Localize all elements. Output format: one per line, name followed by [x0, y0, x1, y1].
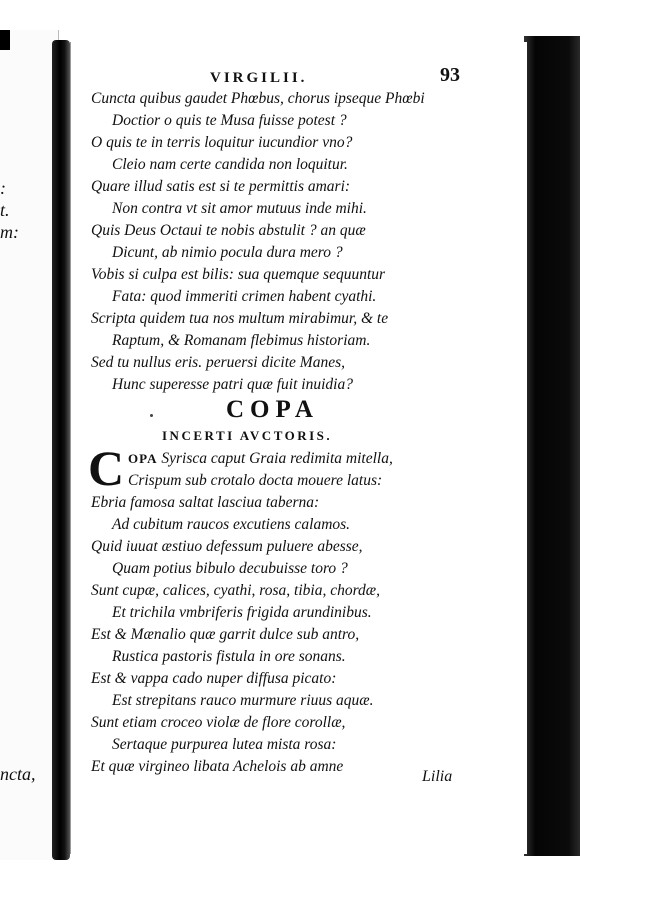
- verse-line: Sertaque purpurea lutea mista rosa:: [112, 736, 337, 753]
- verse-line: Sunt etiam croceo violæ de flore corollæ,: [91, 714, 346, 731]
- verse-line: Doctior o quis te Musa fuisse potest ?: [112, 112, 347, 129]
- verse-line: Cleio nam certe candida non loquitur.: [112, 156, 348, 173]
- verse-line: Est strepitans rauco murmure riuus aquæ.: [112, 692, 374, 709]
- left-page-fragment: m:: [0, 222, 19, 242]
- verse-line: Et trichila vmbriferis frigida arundinibus.: [112, 604, 372, 621]
- verse-line: Sed tu nullus eris. peruersi dicite Manes,: [91, 354, 345, 371]
- left-page-fragment: t.: [0, 200, 10, 220]
- verse-line: Rustica pastoris fistula in ore sonans.: [112, 648, 346, 665]
- page-number: 93: [440, 64, 460, 86]
- verse-line: Quid iuuat æstiuo defessum puluere abesse,: [91, 538, 363, 555]
- first-line-smallcaps: OPA: [128, 451, 158, 466]
- verse-line: Et quæ virgineo libata Achelois ab amne: [91, 758, 344, 775]
- left-page-fragment: :: [0, 178, 6, 198]
- section-subtitle: INCERTI AVCTORIS.: [162, 428, 333, 443]
- verse-line: Dicunt, ab nimio pocula dura mero ?: [112, 244, 343, 261]
- page-edge-shadow: [524, 36, 580, 856]
- verse-line: Scripta quidem tua nos multum mirabimur, & te: [91, 310, 389, 327]
- verse-line: Sunt cupæ, calices, cyathi, rosa, tibia, chordæ,: [91, 582, 381, 599]
- left-page: [0, 30, 59, 860]
- verse-line: Quare illud satis est si te permittis amari:: [91, 178, 351, 195]
- verse-line: Ebria famosa saltat lasciua taberna:: [91, 494, 320, 511]
- verse-line: Raptum, & Romanam flebimus historiam.: [112, 332, 371, 349]
- drop-cap: C: [88, 440, 125, 496]
- catchword: Lilia: [422, 768, 453, 785]
- verse-line: Quis Deus Octaui te nobis abstulit ? an quæ: [91, 222, 366, 239]
- verse-line: Quam potius bibulo decubuisse toro ?: [112, 560, 348, 577]
- left-page-corner: [0, 30, 10, 50]
- verse-line: Non contra vt sit amor mutuus inde mihi.: [112, 200, 367, 217]
- verse-line: Vobis si culpa est bilis: sua quemque sequuntur: [91, 266, 386, 283]
- section-title: COPA: [226, 396, 319, 423]
- verse-line: Crispum sub crotalo docta mouere latus:: [128, 472, 383, 489]
- verse-line: O quis te in terris loquitur iucundior vno?: [91, 134, 353, 151]
- verse-line: Hunc superesse patri quæ fuit inuidia?: [112, 376, 353, 393]
- verse-line: Ad cubitum raucos excutiens calamos.: [112, 516, 351, 533]
- print-speck: [150, 414, 153, 417]
- book-gutter: [52, 40, 70, 860]
- verse-line: Est & vappa cado nuper diffusa picato:: [91, 670, 337, 687]
- verse-line: Est & Mænalio quæ garrit dulce sub antro,: [91, 626, 360, 643]
- left-page-fragment: ncta,: [0, 764, 36, 784]
- first-line-text: Syrisca caput Graia redimita mitella,: [157, 450, 393, 467]
- verse-line: Fata: quod immeriti crimen habent cyathi.: [112, 288, 377, 305]
- verse-line: Cuncta quibus gaudet Phœbus, chorus ipseque Phœbi: [91, 90, 425, 107]
- running-title: VIRGILII.: [210, 70, 308, 86]
- copa-first-line: [128, 450, 393, 468]
